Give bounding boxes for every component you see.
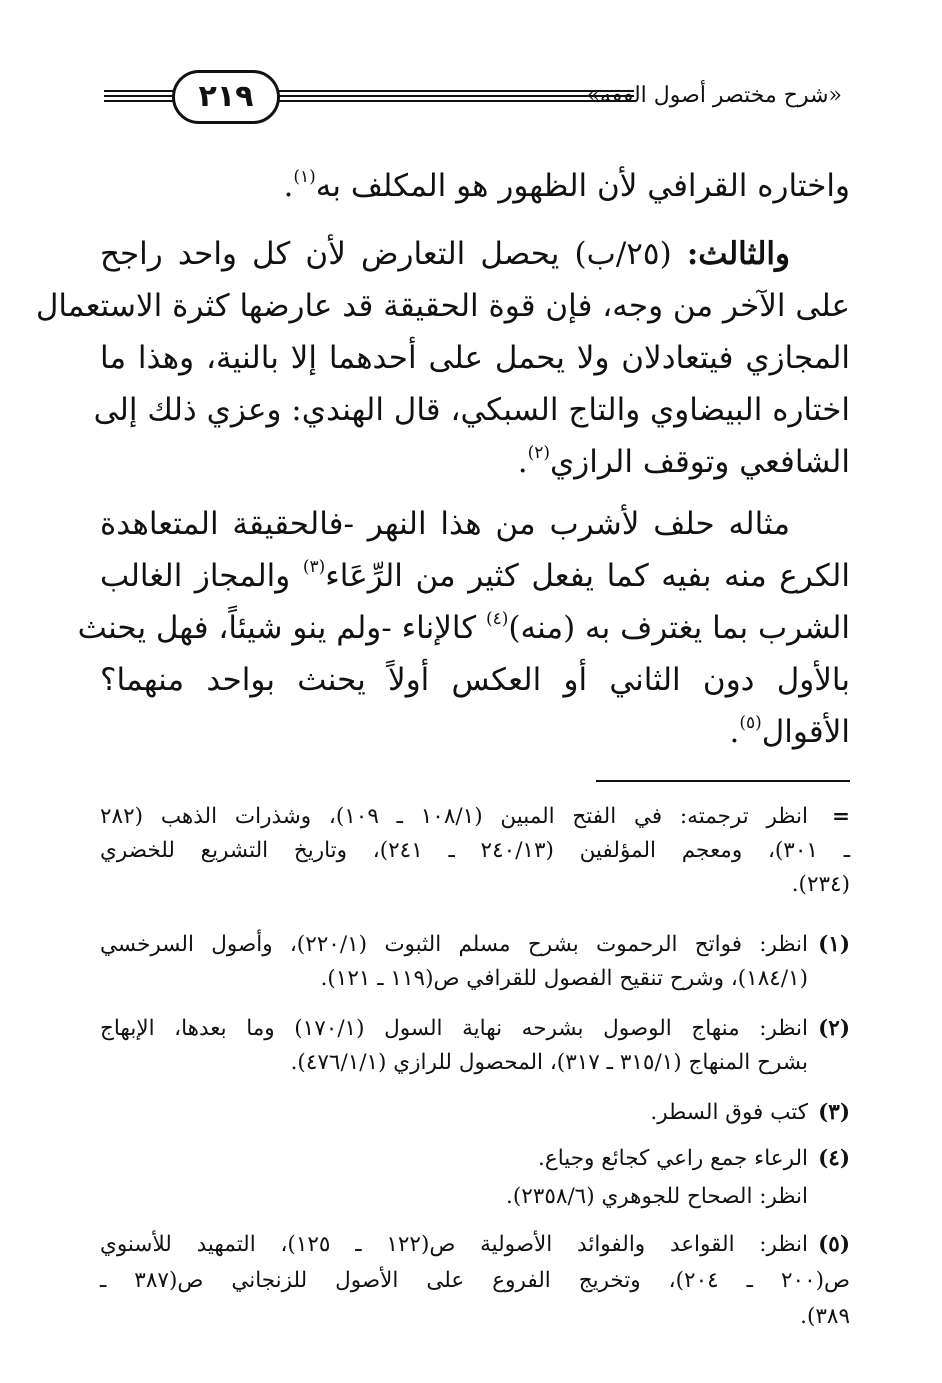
text-run: الشافعي وتوقف الرازي — [549, 444, 850, 480]
header-rule-right — [272, 90, 634, 102]
footnote-line: انظر: الصحاح للجوهري (٢٣٥٨/٦). — [506, 1184, 808, 1209]
footnote-ref: (٥) — [739, 713, 762, 733]
footnote-line: ص(٢٠٠ ـ ٢٠٤)، وتخريج الفروع على الأصول للزنجاني ص(٣٨٧ ـ — [100, 1268, 851, 1293]
footnote-ref: (٢) — [527, 443, 550, 463]
text-line: بالأول دون الثاني أو العكس أولاً يحنث بواحد منهما؟ — [100, 662, 850, 698]
footnote-line: الرعاء جمع راعي كجائع وجياع. — [538, 1146, 808, 1171]
footnote-line: ـ ٣٠١)، ومعجم المؤلفين (٢٤٠/١٣ ـ ٢٤١)، وتاريخ التشريع للخضري — [100, 838, 850, 863]
page-number: ٢١٩ — [172, 70, 280, 124]
text-line — [100, 706, 850, 758]
text-line — [100, 550, 850, 602]
text-run: . — [729, 714, 740, 750]
footnote-marker: (٢) — [818, 1016, 850, 1041]
footnote-marker: = — [831, 804, 850, 829]
text-line: على الآخر من وجه، فإن قوة الحقيقة قد عارضها كثرة الاستعمال — [35, 288, 850, 324]
footnote-separator — [596, 780, 850, 782]
header-rule-left — [104, 90, 180, 102]
text-line: مثاله حلف لأشرب من هذا النهر -فالحقيقة المتعاهدة — [100, 506, 790, 542]
text-line — [100, 228, 850, 280]
footnote-line: ٣٨٩). — [800, 1304, 850, 1329]
text-run: . — [283, 168, 294, 204]
footnote-ref: (٤) — [485, 609, 509, 629]
footnote-marker: (٤) — [818, 1146, 850, 1171]
footnote-line: انظر: القواعد والفوائد الأصولية ص(١٢٢ ـ ١٢٥)، التمهيد للأسنوي — [100, 1232, 809, 1257]
footnote-marker: (١) — [818, 932, 850, 957]
footnote-line: (٢٣٤). — [791, 872, 850, 897]
text-run: الشرب بما يغترف به (منه) — [508, 610, 850, 646]
paragraph-lead: والثالث: — [686, 236, 790, 272]
footnote-marker: (٥) — [818, 1232, 850, 1257]
running-title: «شرح مختصر أصول الفقه» — [586, 83, 842, 108]
text-line: اختاره البيضاوي والتاج السبكي، قال الهندي: وعزي ذلك إلى — [93, 392, 850, 428]
footnote-ref: (١) — [293, 167, 316, 187]
footnote-line: (١٨٤/١)، وشرح تنقيح الفصول للقرافي ص(١١٩ ـ ١٢١). — [320, 966, 808, 991]
text-line — [100, 160, 850, 212]
footnote-marker: (٣) — [818, 1100, 850, 1125]
text-run: (٢٥/ب) يحصل التعارض لأن كل واحد راجح — [100, 236, 672, 272]
footnote-ref: (٣) — [302, 557, 326, 577]
text-line: المجازي فيتعادلان ولا يحمل على أحدهما إلا بالنية، وهذا ما — [100, 340, 850, 376]
text-run: كالإناء -ولم ينو شيئاً، فهل يحنث — [77, 610, 486, 646]
text-run: الكرع منه بفيه كما يفعل كثير من الرِّعَاء — [325, 558, 850, 594]
footnote-line: انظر: فواتح الرحموت بشرح مسلم الثبوت (٢٢٠/١)، وأصول السرخسي — [100, 932, 808, 957]
text-run: واختاره القرافي لأن الظهور هو المكلف به — [315, 168, 850, 204]
text-run: والمجاز الغالب — [100, 558, 303, 594]
text-run: الأقوال — [761, 714, 850, 750]
footnote-line: انظر: منهاج الوصول بشرحه نهاية السول (١٧٠/١) وما بعدها، الإبهاج — [100, 1016, 808, 1041]
footnote-line: كتب فوق السطر. — [650, 1100, 808, 1125]
text-line — [100, 436, 850, 488]
page-header — [0, 62, 942, 132]
text-line — [77, 602, 850, 654]
footnote-line: انظر ترجمته: في الفتح المبين (١٠٨/١ ـ ١٠٩)، وشذرات الذهب (٢٨٢ — [100, 804, 808, 829]
footnote-line: بشرح المنهاج (٣١٥/١ ـ ٣١٧)، المحصول للرازي (٤٧٦/١/١). — [290, 1050, 808, 1075]
text-run: . — [517, 444, 528, 480]
